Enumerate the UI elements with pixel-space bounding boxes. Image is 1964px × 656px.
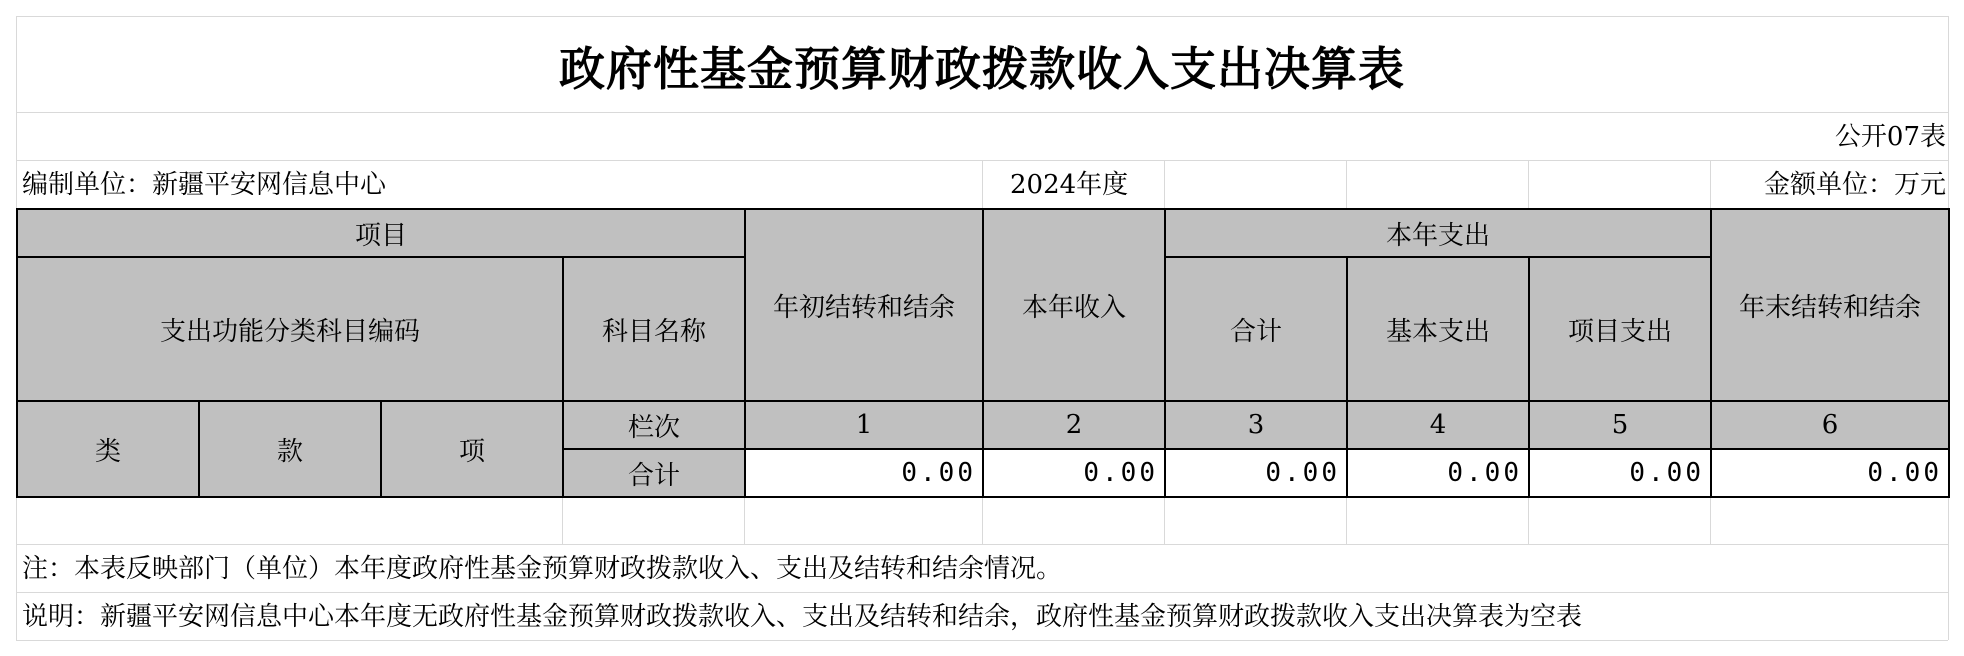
column-number: 4 [1347, 401, 1529, 449]
header-lei: 类 [17, 401, 199, 497]
total-value: 0.00 [745, 449, 983, 497]
amount-unit: 金额单位：万元 [1763, 170, 1946, 200]
gridline [16, 112, 1948, 113]
header-begin-balance: 年初结转和结余 [745, 209, 983, 401]
gridline [1710, 160, 1711, 208]
total-value: 0.00 [983, 449, 1165, 497]
gridline [562, 496, 563, 544]
header-project-exp: 项目支出 [1529, 257, 1711, 401]
header-income: 本年收入 [983, 209, 1165, 401]
column-number: 1 [745, 401, 983, 449]
gridline [16, 16, 1948, 17]
total-value: 0.00 [1165, 449, 1347, 497]
total-value: 0.00 [1529, 449, 1711, 497]
gridline [1528, 160, 1529, 208]
gridline [1710, 496, 1711, 544]
header-func-code: 支出功能分类科目编码 [17, 257, 563, 401]
gridline [1346, 496, 1347, 544]
gridline [1164, 496, 1165, 544]
fiscal-year: 2024年度 [1010, 170, 1129, 200]
total-value: 0.00 [1711, 449, 1949, 497]
header-end-balance: 年末结转和结余 [1711, 209, 1949, 401]
column-number: 5 [1529, 401, 1711, 449]
gridline [16, 640, 1948, 641]
header-xiang: 项 [381, 401, 563, 497]
column-number: 3 [1165, 401, 1347, 449]
total-value: 0.00 [1347, 449, 1529, 497]
header-basic: 基本支出 [1347, 257, 1529, 401]
gridline [16, 592, 1948, 593]
column-number: 2 [983, 401, 1165, 449]
table-explanation: 说明：新疆平安网信息中心本年度无政府性基金预算财政拨款收入、支出及结转和结余，政府性基金预算财政拨款收入支出决算表为空表 [22, 602, 1583, 632]
gridline [16, 544, 1948, 545]
gridline [1164, 160, 1165, 208]
header-subject-name: 科目名称 [563, 257, 745, 401]
form-code: 公开07表 [1834, 122, 1946, 152]
budget-table [16, 208, 1950, 498]
compiling-unit: 编制单位：新疆平安网信息中心 [22, 170, 387, 200]
gridline [982, 160, 983, 208]
table-note: 注：本表反映部门（单位）本年度政府性基金预算财政拨款收入、支出及结转和结余情况。 [22, 554, 1063, 584]
header-column-no: 栏次 [563, 401, 745, 449]
total-row-label: 合计 [563, 449, 745, 497]
header-total: 合计 [1165, 257, 1347, 401]
gridline [1346, 160, 1347, 208]
header-kuan: 款 [199, 401, 381, 497]
column-number: 6 [1711, 401, 1949, 449]
gridline [744, 496, 745, 544]
gridline [1528, 496, 1529, 544]
gridline [982, 496, 983, 544]
header-project: 项目 [17, 209, 745, 257]
header-expenditure: 本年支出 [1165, 209, 1711, 257]
page-title: 政府性基金预算财政拨款收入支出决算表 [559, 42, 1405, 96]
